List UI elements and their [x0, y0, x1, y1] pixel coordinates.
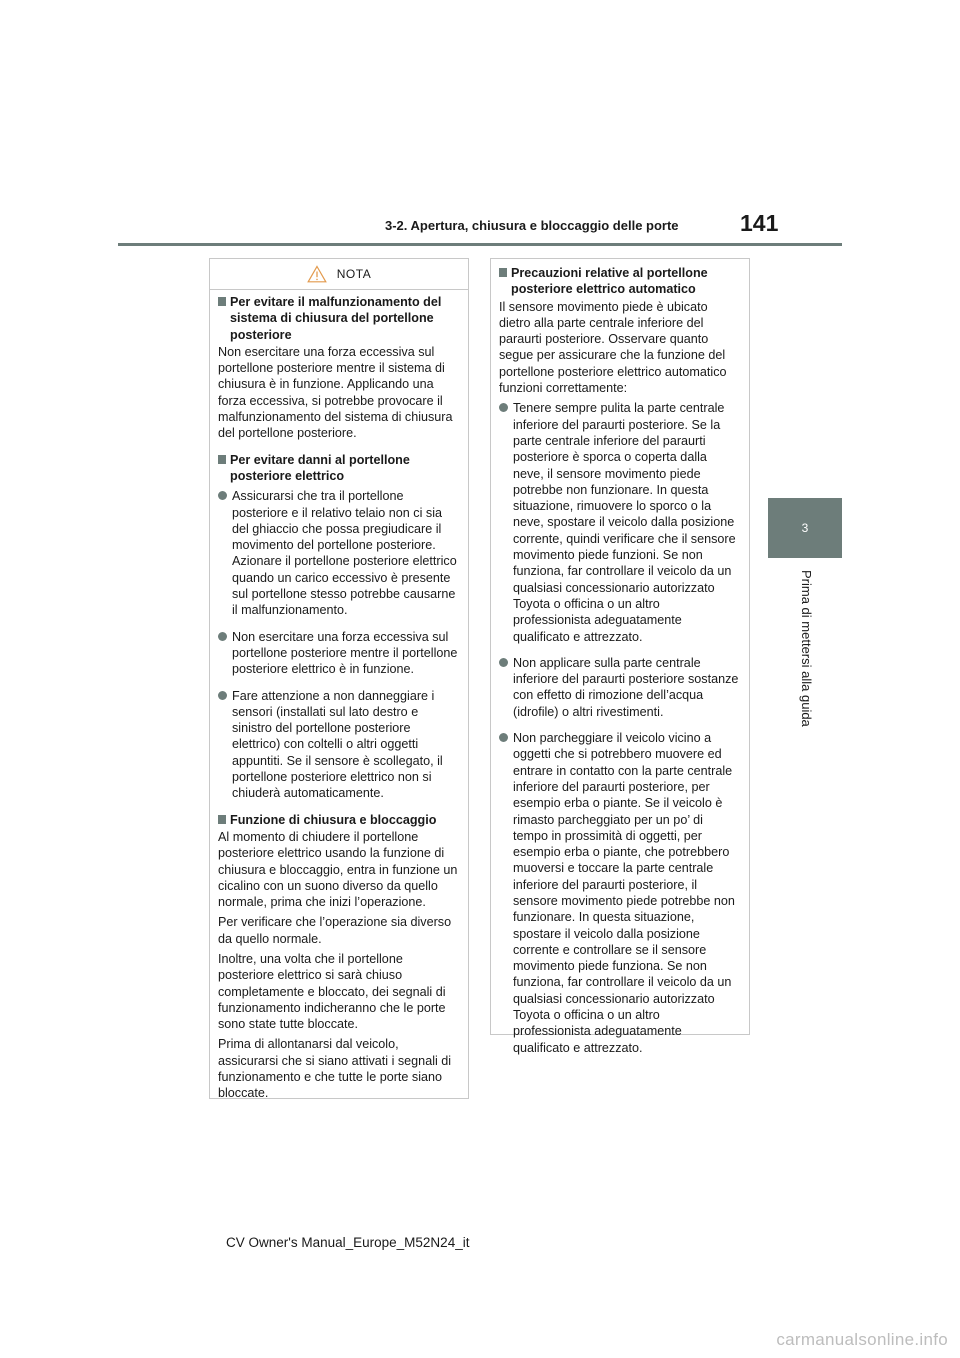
bullet-dot-icon — [218, 691, 227, 700]
section-heading: Funzione di chiusura e bloccaggio — [218, 812, 458, 828]
paragraph: Il sensore movimento piede è ubicato dietro alla parte centrale inferiore del paraurti posteriore. Osservare quanto segue per assicurare che la funzione del portellone posteriore elettrico automatico funzioni correttamente: — [499, 299, 727, 396]
paragraph: Inoltre, una volta che il portellone posteriore elettrico si sarà chiuso completamente e bloccato, dei segnali di funzionamento indicheranno che le porte sono state tutte bloccate. — [218, 951, 446, 1032]
chapter-number: 3 — [801, 521, 809, 535]
bullet-item — [499, 730, 739, 1056]
section-heading: Precauzioni relative al portellone posteriore elettrico automatico — [499, 265, 739, 298]
bullet-text: Non applicare sulla parte centrale inferiore del paraurti posteriore sostanze con effetto di rimozione dell’acqua (idrofile) o altri rivestimenti. — [513, 655, 739, 719]
footer-doc-id: CV Owner's Manual_Europe_M52N24_it — [226, 1235, 470, 1250]
paragraph: Per verificare che l’operazione sia diverso da quello normale. — [218, 915, 452, 946]
bullet-dot-icon — [499, 733, 508, 742]
bullet-item — [218, 488, 458, 618]
bullet-dot-icon — [499, 403, 508, 412]
bullet-dot-icon — [218, 632, 227, 641]
notice-box — [209, 258, 469, 1099]
bullet-text: Non esercitare una forza eccessiva sul portellone posteriore mentre il portellone posteriore elettrico è in funzione. — [232, 629, 458, 677]
notice-header — [210, 259, 468, 290]
header-divider — [118, 243, 842, 246]
paragraph: Non esercitare una forza eccessiva sul portellone posteriore mentre il sistema di chiusura è in funzione. Applicando una forza eccessiva, si potrebbe provocare il malfunzionamento del sistema di chiusura del portellone posteriore. — [218, 344, 453, 441]
watermark: carmanualsonline.info — [776, 1330, 948, 1349]
page-number: 141 — [740, 210, 779, 236]
bullet-item — [499, 400, 739, 644]
section-heading: Per evitare danni al portellone posteriore elettrico — [218, 452, 458, 485]
warning-triangle-icon — [307, 265, 327, 283]
chapter-title: Prima di mettersi alla guida — [799, 570, 814, 727]
bullet-text: Assicurarsi che tra il portellone posteriore e il relativo telaio non ci sia del ghiaccio che possa pregiudicare il movimento del portellone posteriore. Azionare il portellone posteriore elettrico quando un carico eccessivo è presente sul portellone stesso potrebbe causarne il malfunzionamento. — [232, 489, 457, 618]
notice-box-continued — [490, 258, 750, 1055]
bullet-text: Non parcheggiare il veicolo vicino a oggetti che si potrebbero muovere ed entrare in contatto con la parte centrale inferiore del paraurti posteriore, per esempio erba o piante. Se il veicolo è rimasto parcheggiato per un po’ di tempo in prossimità di oggetti, per esempio erba o piante, che potrebbero muoversi e toccare la parte centrale inferiore del paraurti posteriore, il sensore movimento piede potrebbe non funzionare. In questa situazione, spostare il veicolo dalla posizione corrente e controllare se il sensore movimento piede funziona. Se non funziona, far controllare il veicolo da un qualsiasi concessionario autorizzato Toyota o officina o un altro professionista adeguatamente qualificato e attrezzato. — [513, 731, 735, 1055]
bullet-dot-icon — [218, 491, 227, 500]
section-heading: Per evitare il malfunzionamento del sistema di chiusura del portellone posteriore — [218, 294, 458, 343]
notice-label: NOTA — [336, 266, 372, 281]
paragraph: Al momento di chiudere il portellone posteriore elettrico usando la funzione di chiusura e bloccaggio, entra in funzione un cicalino con un suono diverso da quello normale, prima che inizi l’operazione. — [218, 829, 458, 910]
bullet-dot-icon — [499, 658, 508, 667]
bullet-item — [218, 688, 458, 802]
bullet-text: Tenere sempre pulita la parte centrale inferiore del paraurti posteriore. Se la parte centrale inferiore del paraurti posteriore è sporca o coperta dalla neve, il sensore movimento piede potrebbe non funzionare. In questa situazione, rimuovere lo sporco o la neve, spostare il veicolo dalla posizione corrente, quindi verificare che il sensore movimento piede funzioni. Se non funziona, far controllare il veicolo da un qualsiasi concessionario autorizzato Toyota o officina o un altro professionista adeguatamente qualificato e attrezzato. — [513, 401, 736, 644]
bullet-item — [499, 655, 739, 720]
bullet-text: Fare attenzione a non danneggiare i sensori (installati sul lato destro e sinistro del portellone posteriore elettrico) con coltelli o altri oggetti appuntiti. Se il sensore è scollegato, il portellone posteriore elettrico non si chiuderà automaticamente. — [232, 688, 443, 801]
chapter-tab — [768, 498, 842, 558]
section-title: 3-2. Apertura, chiusura e bloccaggio delle porte — [385, 218, 679, 233]
paragraph: Prima di allontanarsi dal veicolo, assicurarsi che si siano attivati i segnali di funzionamento e che tutte le porte siano bloccate. — [218, 1037, 452, 1101]
bullet-item — [218, 629, 458, 678]
